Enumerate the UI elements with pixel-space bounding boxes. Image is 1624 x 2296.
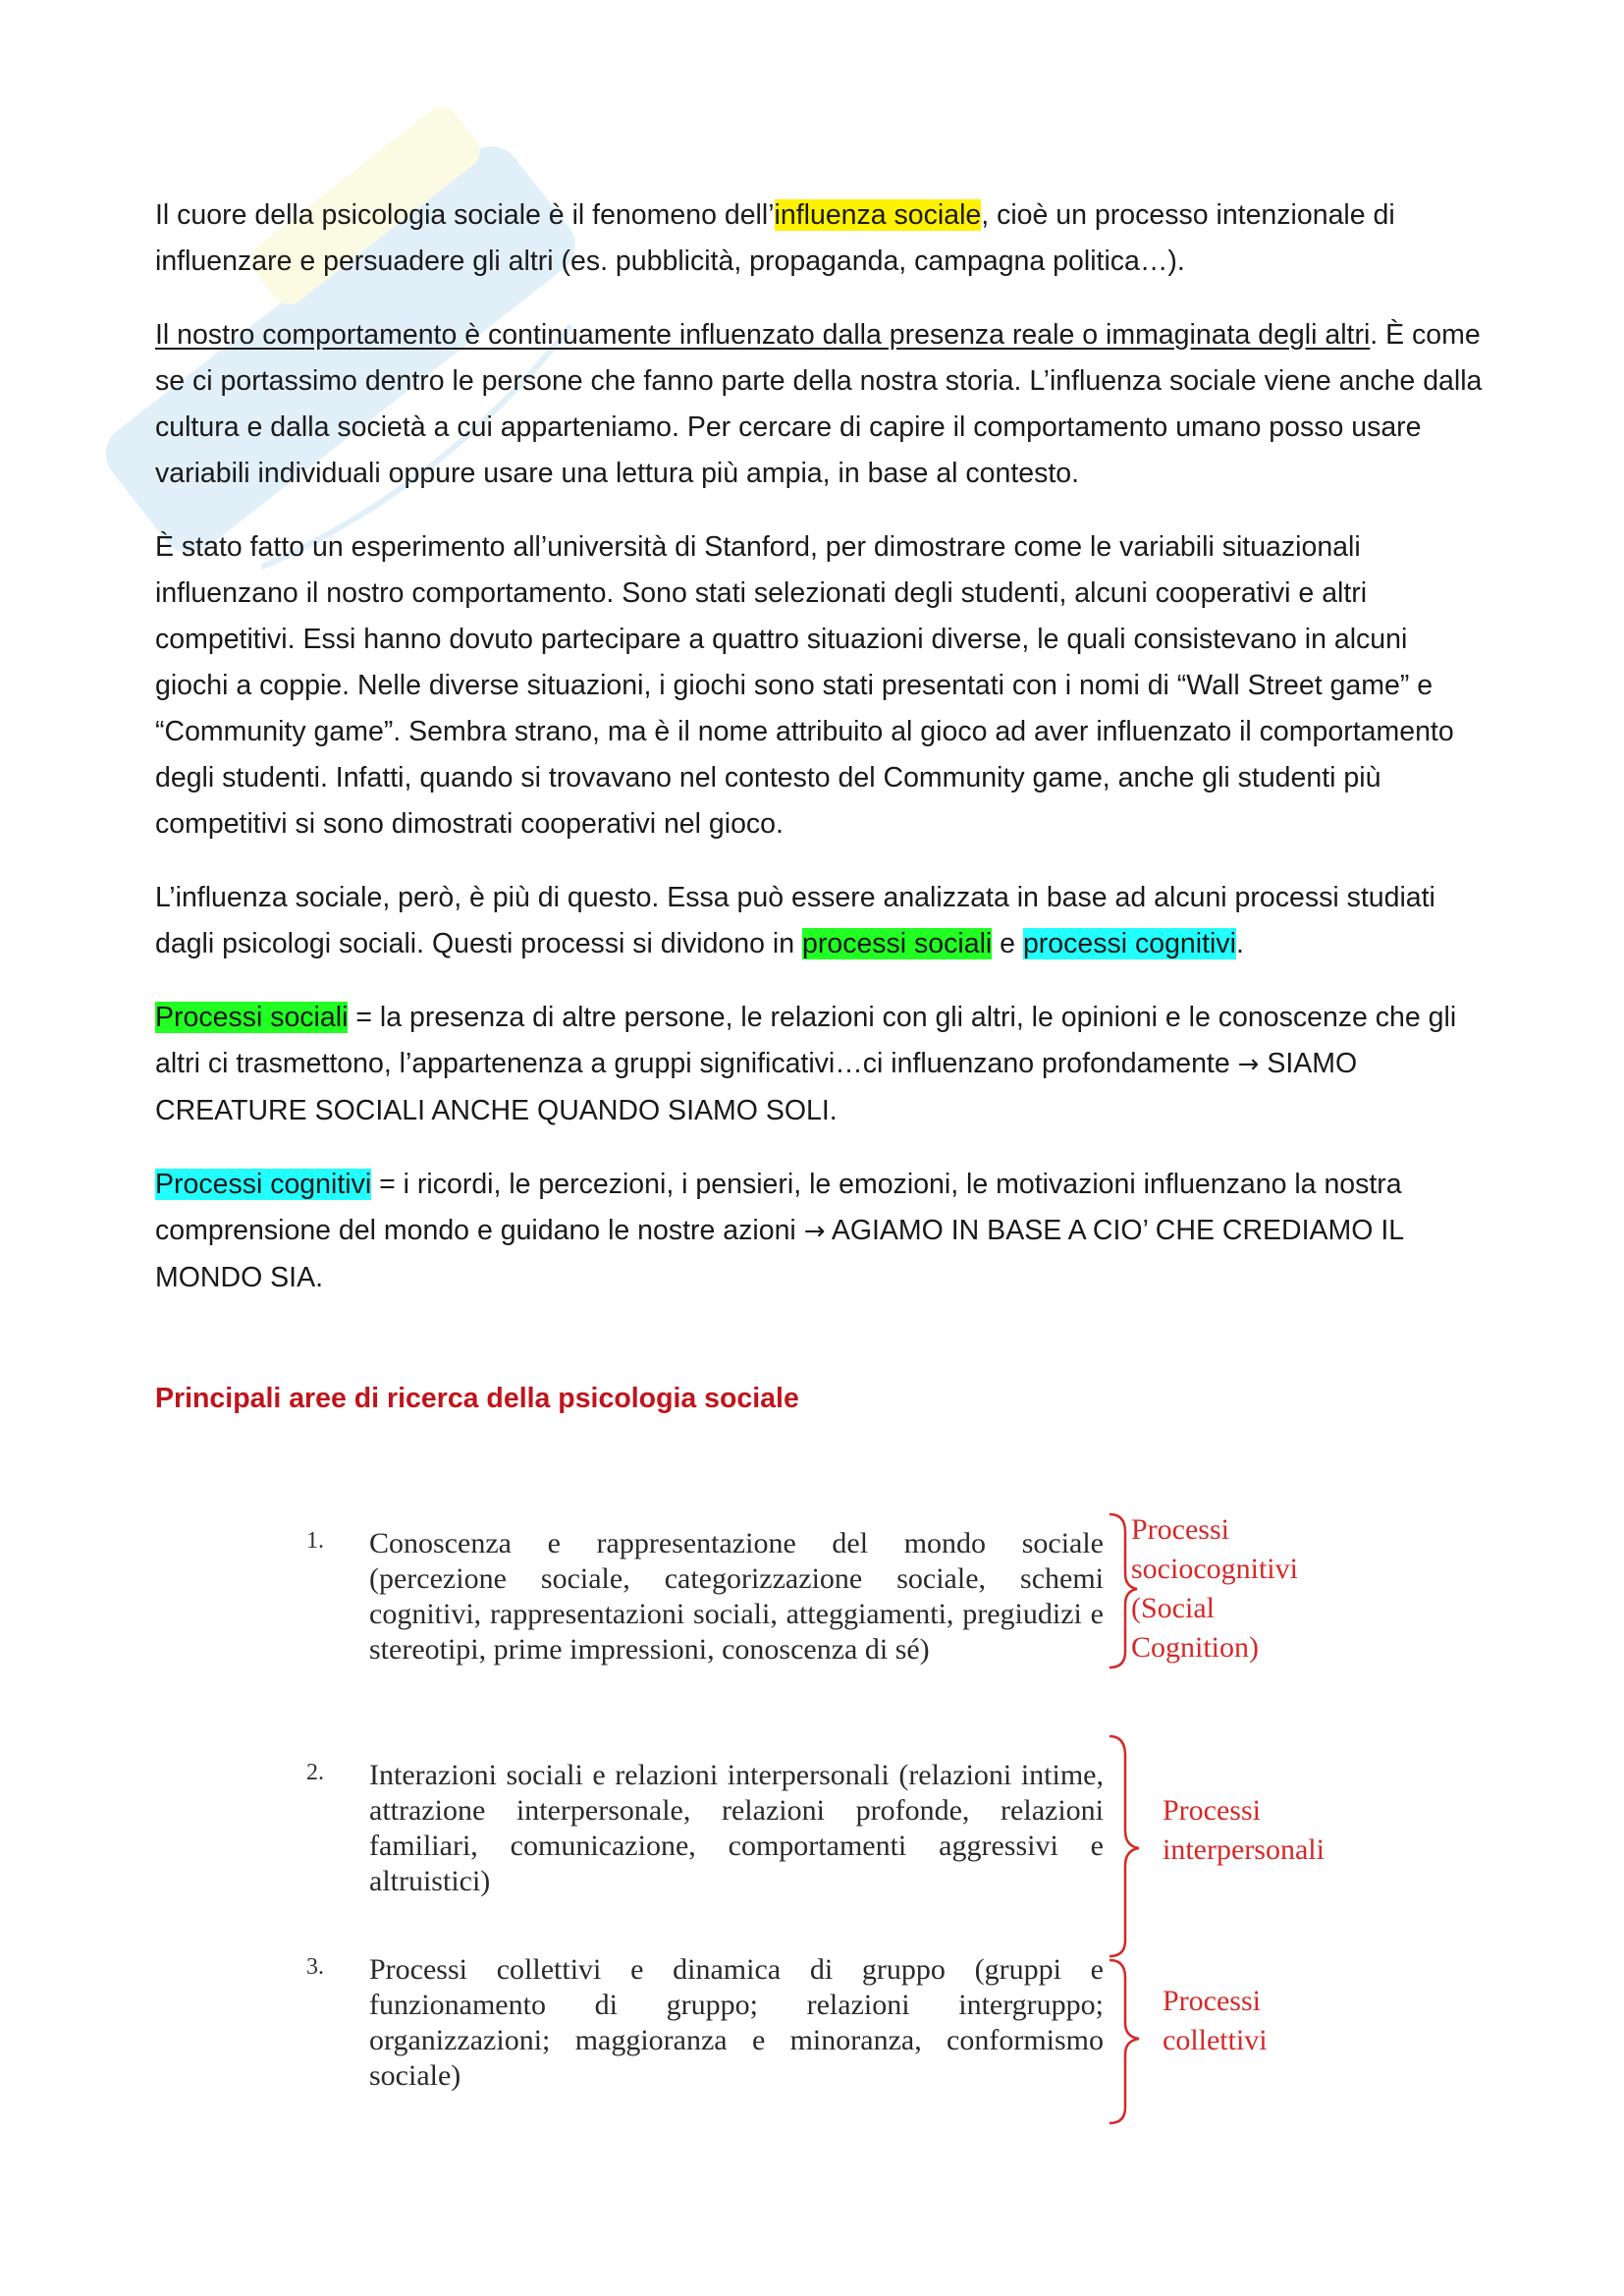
category-line: interpersonali xyxy=(1163,1833,1325,1866)
item-text: Conoscenza e rappresentazione del mondo sociale (percezione sociale, categorizzazione sociale, schemi cognitivi, rappresentazioni sociali, atteggiamenti, pregiudizi e stereotipi, prime impressioni, conoscenza di sé) xyxy=(369,1527,1104,1666)
text-run: AGIAMO IN BASE A CIO’ CHE CREDIAMO IL MONDO SIA. xyxy=(155,1215,1404,1293)
highlight-processi-sociali: processi sociali xyxy=(802,928,993,959)
research-areas-figure xyxy=(295,1508,1375,2137)
category-interpersonali xyxy=(1163,1791,1325,1870)
text-run: e xyxy=(992,928,1023,959)
text-run: SIAMO CREATURE SOCIALI ANCHE QUANDO SIAMO SOLI. xyxy=(155,1048,1358,1126)
item-text: Interazioni sociali e relazioni interpersonali (relazioni intime, attrazione interpersonale, relazioni profonde, relazioni familiari, comunicazione, comportamenti aggressivi e altruistici) xyxy=(369,1759,1104,1897)
paragraph-processi-cognitivi-def xyxy=(155,1162,1483,1301)
text-run: L’influenza sociale, però, è più di questo. Essa può essere analizzata in base ad alcuni processi studiati dagli psicologi sociali. Questi processi si dividono in xyxy=(155,882,1435,959)
section-title: Principali aree di ricerca della psicologia sociale xyxy=(155,1383,799,1414)
item-text: Processi collettivi e dinamica di gruppo (gruppi e funzionamento di gruppo; relazioni intergruppo; organizzazioni; maggioranza e minoranza, conformismo sociale) xyxy=(369,1953,1104,2092)
arrow-right-icon: → xyxy=(803,1217,826,1246)
highlight-influenza-sociale: influenza sociale xyxy=(774,199,982,231)
category-collettivi xyxy=(1163,1982,1268,2060)
item-number: 1. xyxy=(306,1528,324,1554)
text-run: , cioè un processo intenzionale di influenzare e persuadere gli altri (es. pubblicità, propaganda, campagna politica…). xyxy=(155,199,1395,277)
text-run: = i ricordi, le percezioni, i pensieri, le emozioni, le motivazioni influenzano la nostra comprensione del mondo e guidano le nostre azioni xyxy=(155,1169,1402,1246)
document-body xyxy=(155,192,1483,1422)
category-line: Processi xyxy=(1163,1794,1261,1827)
category-line: Processi xyxy=(1131,1513,1229,1546)
paragraph-comportamento xyxy=(155,312,1483,497)
paragraph-esperimento-stanford: È stato fatto un esperimento all’università di Stanford, per dimostrare come le variabili situazionali influenzano il nostro comportamento. Sono stati selezionati degli studenti, alcuni cooperativi e altri competitivi. Essi hanno dovuto partecipare a quattro situazioni diverse, le quali consistevano in alcuni giochi a coppie. Nelle diverse situazioni, i giochi sono stati presentati con i nomi di “Wall Street game” e “Community game”. Sembra strano, ma è il nome attribuito al gioco ad aver influenzato il comportamento degli studenti. Infatti, quando si trovavano nel contesto del Community game, anche gli studenti più competitivi si sono dimostrati cooperativi nel gioco. xyxy=(155,531,1454,840)
text-run: Il cuore della psicologia sociale è il fenomeno dell’ xyxy=(155,199,775,231)
highlight-processi-cognitivi: processi cognitivi xyxy=(1022,928,1236,959)
text-run: . xyxy=(1235,928,1244,959)
term-processi-cognitivi: Processi cognitivi xyxy=(155,1169,372,1200)
text-run: = la presenza di altre persone, le relazioni con gli altri, le opinioni e le conoscenze che gli altri ci trasmettono, l’appartenenza a gruppi significativi…ci influenzano profondamente xyxy=(155,1002,1457,1079)
arrow-right-icon: → xyxy=(1237,1050,1260,1079)
paragraph-processi-sociali-def xyxy=(155,995,1483,1134)
term-processi-sociali: Processi sociali xyxy=(155,1002,349,1033)
item-number: 2. xyxy=(306,1760,324,1785)
category-line: collettivi xyxy=(1163,2024,1268,2056)
category-line: Processi xyxy=(1163,1985,1261,2017)
text-run: . È come se ci portassimo dentro le persone che fanno parte della nostra storia. L’influenza sociale viene anche dalla cultura e dalla società a cui apparteniamo. Per cercare di capire il comportamento umano posso usare variabili individuali oppure usare una lettura più ampia, in base al contesto. xyxy=(155,319,1483,489)
item-number: 3. xyxy=(306,1954,324,1980)
category-sociocognitivi xyxy=(1131,1510,1298,1667)
category-line: Cognition) xyxy=(1131,1631,1260,1664)
category-line: (Social xyxy=(1131,1592,1215,1624)
underlined-statement: Il nostro comportamento è continuamente influenzato dalla presenza reale o immaginata degli altri xyxy=(155,319,1371,351)
paragraph-influenza-sociale xyxy=(155,192,1483,285)
category-line: sociocognitivi xyxy=(1131,1553,1298,1585)
paragraph-processi xyxy=(155,875,1483,967)
